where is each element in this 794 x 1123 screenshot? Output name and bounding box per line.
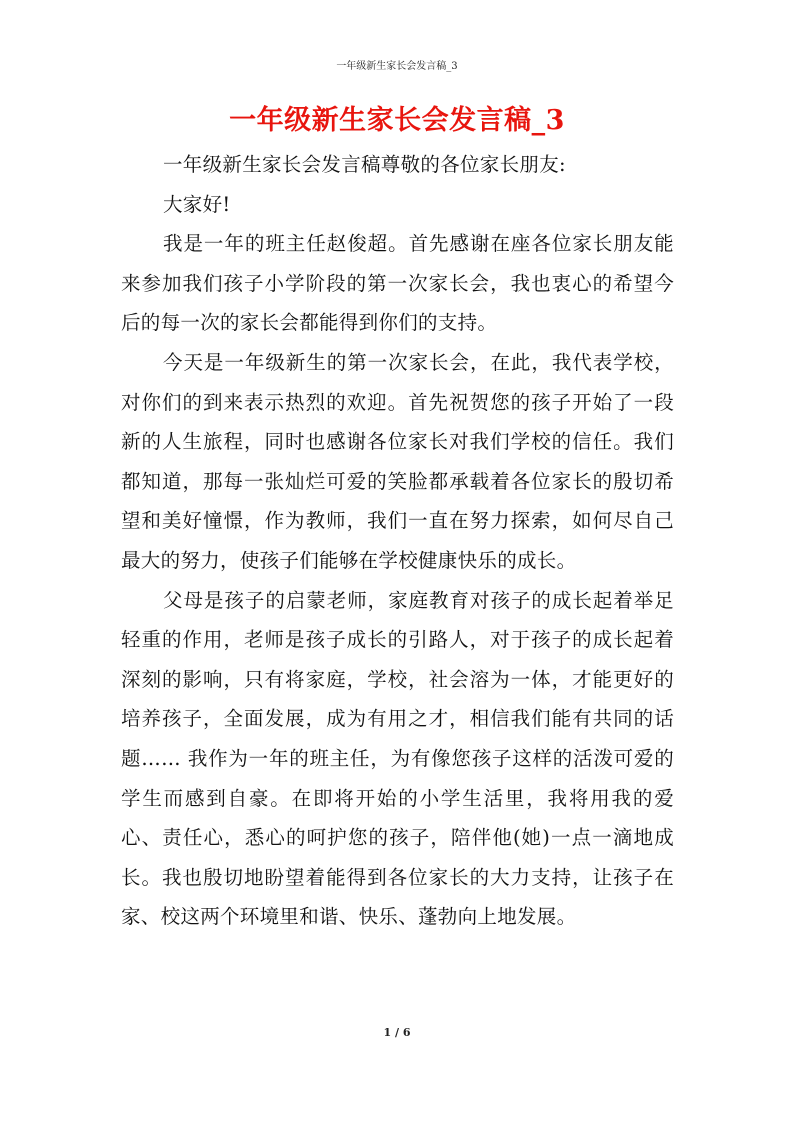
document-title: 一年级新生家长会发言稿_3 [229, 105, 565, 136]
paragraph-welcome: 今天是一年级新生的第一次家长会，在此，我代表学校，对你们的到来表示热烈的欢迎。首先祝贺您的孩子开始了一段新的人生旅程，同时也感谢各位家长对我们学校的信任。我们都知道，那每一张灿烂可爱的笑脸都承载着各位家长的殷切希望和美好憧憬，作为教师，我们一直在努力探索，如何尽自己最大的努力，使孩子们能够在学校健康快乐的成长。 [121, 350, 674, 572]
paragraph-greeting: 大家好! [163, 192, 231, 216]
page-number: 1 / 6 [383, 1026, 411, 1039]
paragraph-salutation: 一年级新生家长会发言稿尊敬的各位家长朋友: [163, 153, 566, 176]
paragraph-introduction: 我是一年的班主任赵俊超。首先感谢在座各位家长朋友能来参加我们孩子小学阶段的第一次家长会，我也衷心的希望今后的每一次的家长会都能得到你们的支持。 [121, 232, 674, 335]
paragraph-family-education: 父母是孩子的启蒙老师，家庭教育对孩子的成长起着举足轻重的作用，老师是孩子成长的引路人，对于孩子的成长起着深刻的影响，只有将家庭，学校，社会溶为一体，才能更好的培养孩子，全面发展，成为有用之才，相信我们能有共同的话题…… 我作为一年的班主任，为有像您孩子这样的活泼可爱的学生而感到自豪。在即将开始的小学生活里，我将用我的爱心、责任心，悉心的呵护您的孩子，陪伴他(她)一点一滴地成长。我也殷切地盼望着能得到各位家长的大力支持，让孩子在家、校这两个环境里和谐、快乐、蓬勃向上地发展。 [121, 588, 674, 929]
running-header: 一年级新生家长会发言稿_3 [336, 61, 458, 72]
document-body [121, 145, 674, 937]
